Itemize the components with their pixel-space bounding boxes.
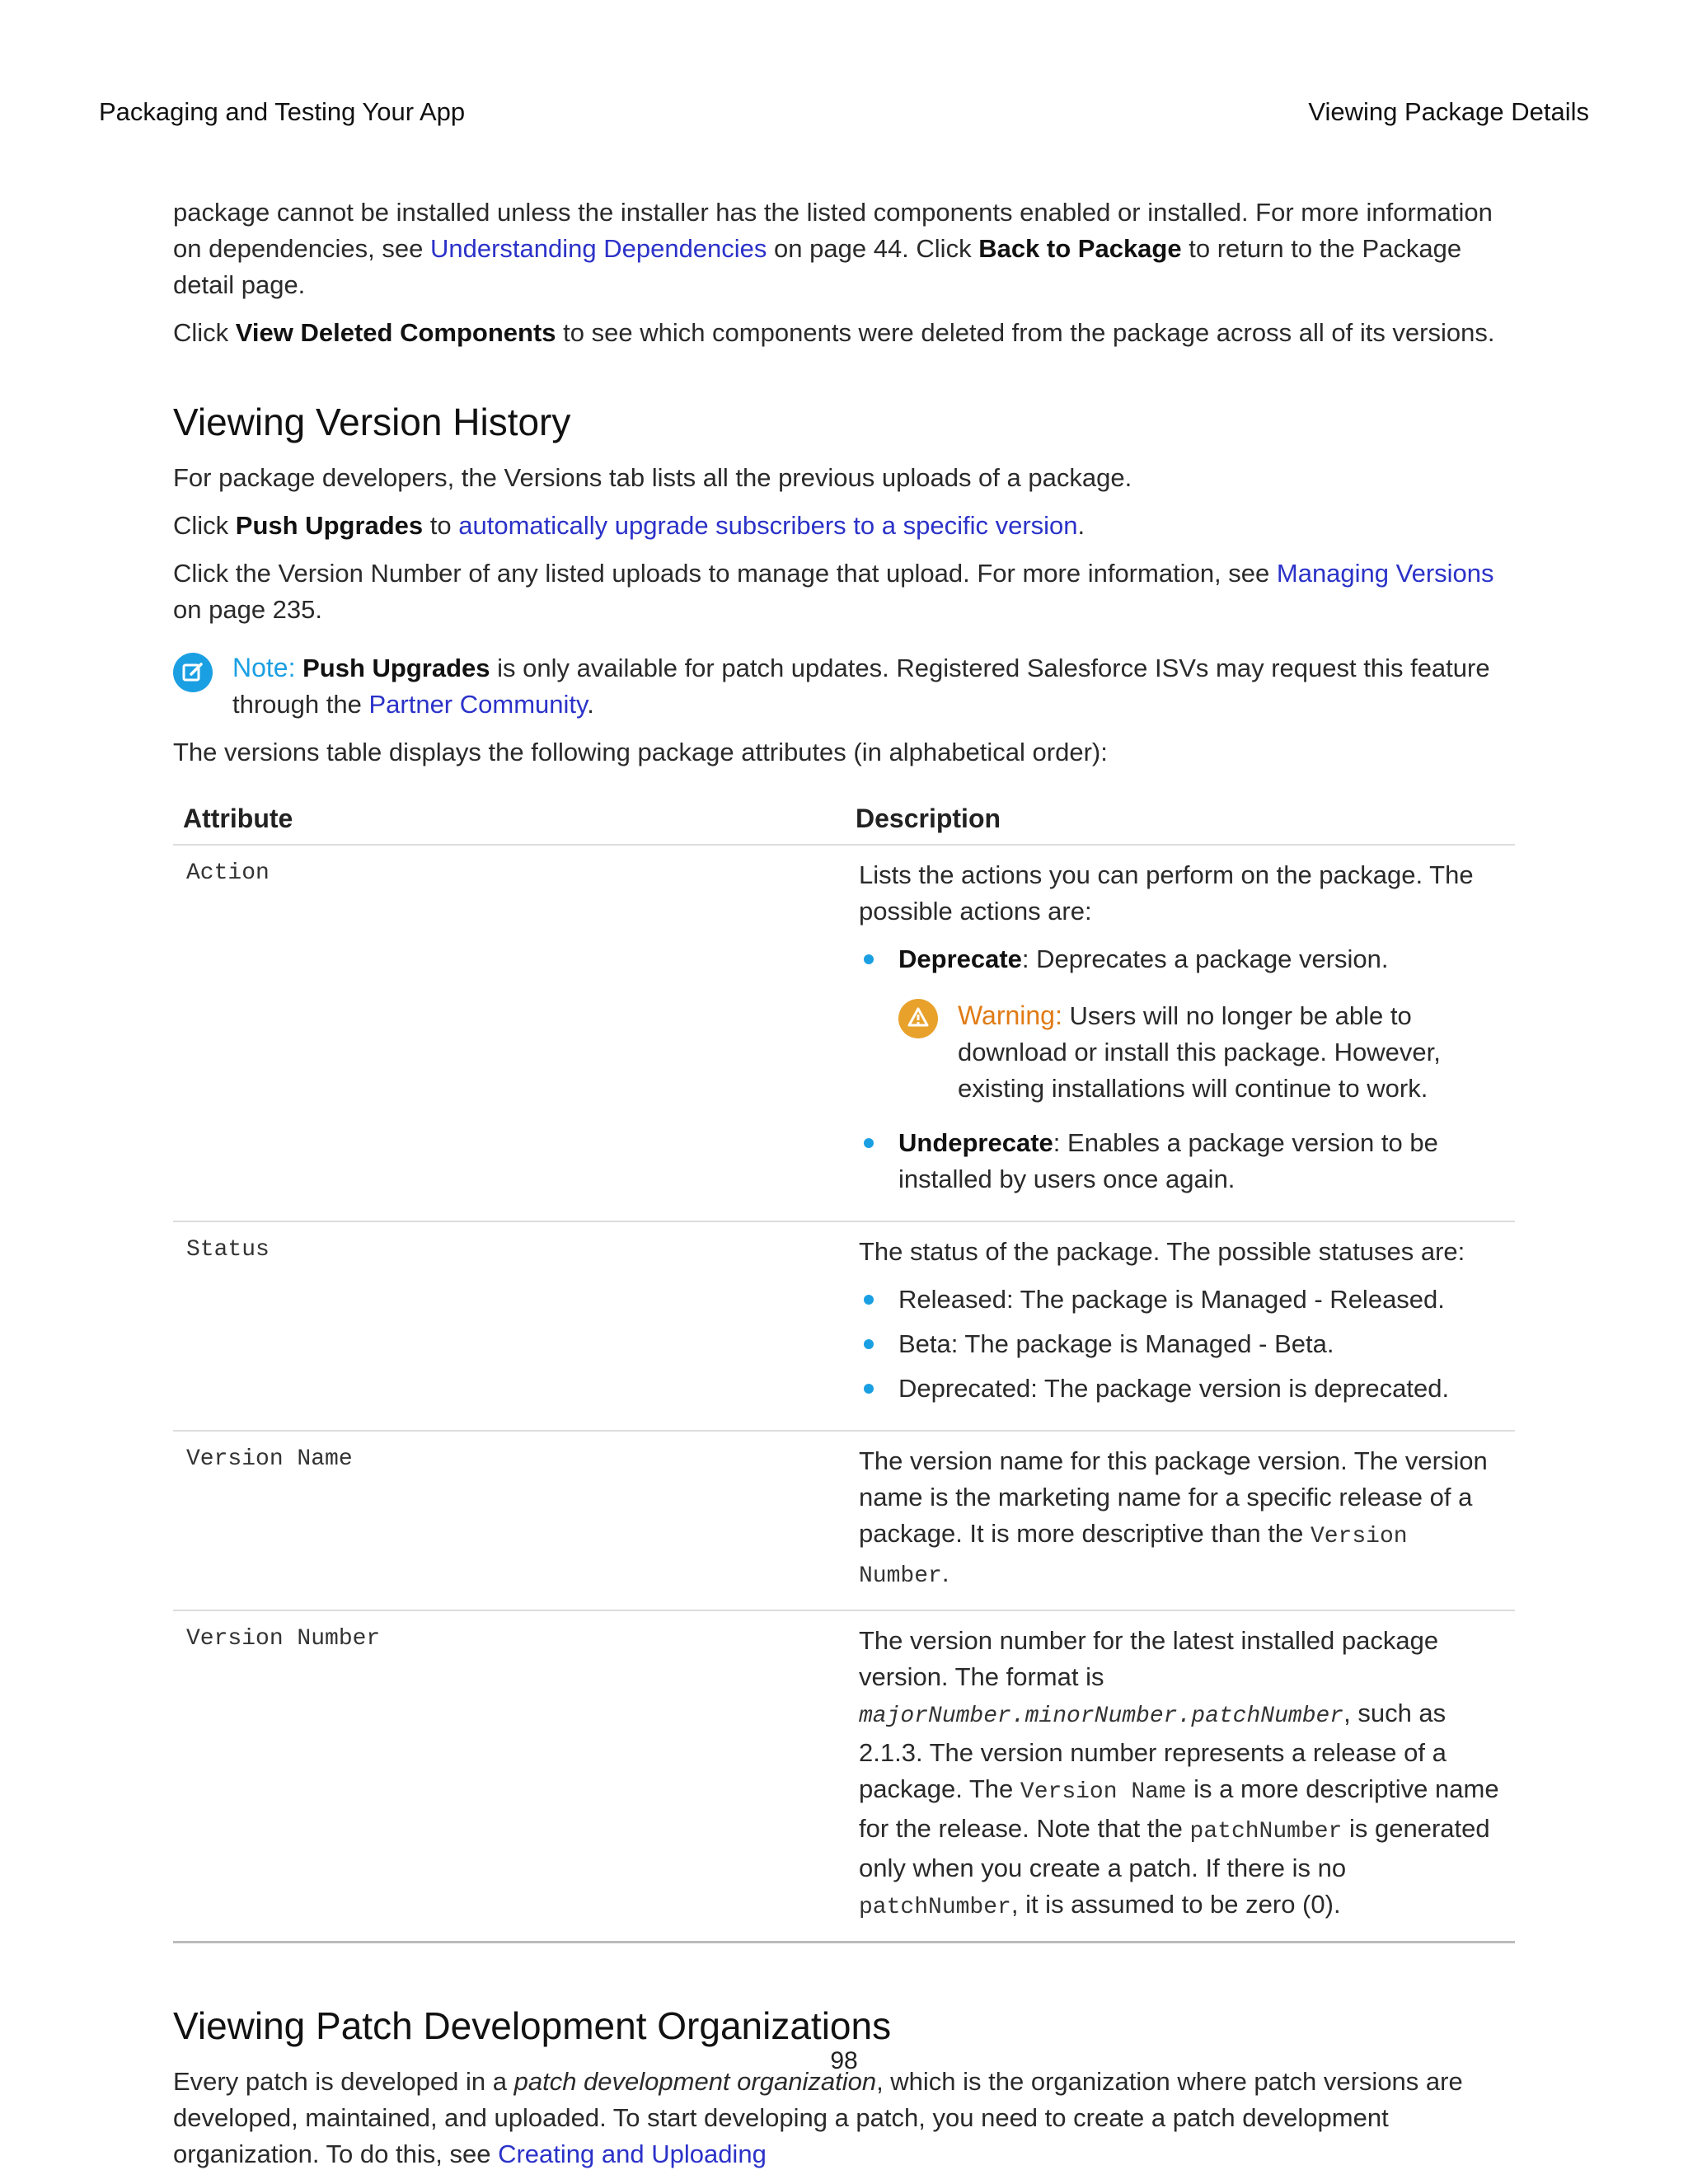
running-header bbox=[99, 97, 1589, 135]
italic-term: patch development organization bbox=[513, 2067, 877, 2096]
item-text: : Deprecates a package version. bbox=[1021, 944, 1389, 973]
text: to bbox=[423, 511, 459, 540]
page-number: 98 bbox=[830, 2047, 858, 2074]
warning-icon bbox=[898, 999, 938, 1038]
item-bold: Undeprecate bbox=[898, 1128, 1053, 1157]
versions-tab-paragraph: For package developers, the Versions tab lists all the previous uploads of a package. bbox=[173, 463, 1132, 492]
text: , which is the organization where patch versions are developed, maintained, and uploaded. To start developing a patch, you need to create a patch development organization. To do this, see bbox=[173, 2067, 1463, 2168]
column-header-attribute: Attribute bbox=[173, 797, 846, 845]
header-section-title: Viewing Package Details bbox=[1308, 97, 1589, 126]
attribute-action: Action bbox=[173, 845, 846, 1221]
list-item bbox=[859, 941, 1505, 977]
creating-and-uploading-link[interactable]: Creating and Uploading bbox=[498, 2139, 767, 2168]
managing-versions-link[interactable]: Managing Versions bbox=[1276, 559, 1494, 588]
note-edit-icon bbox=[173, 653, 213, 692]
intro-paragraph-deleted-components bbox=[173, 315, 1515, 351]
text: package cannot be installed unless the installer has the listed components enabled or installed. For more information on dependencies, see bbox=[173, 198, 1493, 263]
intro-paragraph-dependencies bbox=[173, 194, 1515, 303]
note-label: Note: bbox=[232, 653, 296, 682]
text: The version name for this package version. The version name is the marketing name for a specific release of a package. It is more descriptive than the bbox=[859, 1446, 1488, 1548]
description-text: The status of the package. The possible statuses are: bbox=[859, 1237, 1465, 1266]
list-item bbox=[859, 1125, 1505, 1197]
header-chapter-title: Packaging and Testing Your App bbox=[99, 97, 466, 126]
description-version-number bbox=[846, 1610, 1515, 1943]
push-upgrades-note-bold: Push Upgrades bbox=[302, 654, 490, 682]
code: patchNumber bbox=[1189, 1819, 1343, 1844]
item-text: Beta: The package is Managed - Beta. bbox=[898, 1329, 1334, 1358]
push-upgrades-label: Push Upgrades bbox=[235, 511, 424, 540]
text: is generated only when you create a patch. If there is no bbox=[859, 1814, 1490, 1882]
list-item bbox=[859, 1326, 1505, 1362]
text: to return to the Package detail page. bbox=[173, 234, 1462, 299]
upgrade-subscribers-link[interactable]: automatically upgrade subscribers to a specific version bbox=[458, 511, 1078, 540]
text: on page 235. bbox=[173, 595, 323, 624]
back-to-package-label: Back to Package bbox=[978, 234, 1182, 263]
partner-community-link[interactable]: Partner Community bbox=[368, 690, 588, 719]
text: Click bbox=[173, 318, 236, 347]
bullet-icon bbox=[864, 954, 874, 964]
text: . bbox=[941, 1558, 950, 1587]
versions-attributes-table bbox=[173, 797, 1515, 1943]
note-callout bbox=[173, 649, 1515, 723]
text: Click the Version Number of any listed uploads to manage that upload. For more information, see bbox=[173, 559, 1277, 588]
item-bold: Deprecate bbox=[898, 944, 1022, 973]
code: Version Name bbox=[1020, 1779, 1187, 1805]
attribute-version-name: Version Name bbox=[173, 1431, 846, 1610]
text: . bbox=[1077, 511, 1085, 540]
version-number-paragraph bbox=[173, 555, 1515, 628]
bullet-icon bbox=[864, 1138, 874, 1148]
text: is only available for patch updates. Registered Salesforce ISVs may request this feature through the bbox=[232, 654, 1490, 719]
attribute-status: Status bbox=[173, 1221, 846, 1431]
text: , such as 2.1.3. The version number represents a release of a package. The bbox=[859, 1699, 1447, 1803]
push-upgrades-paragraph bbox=[173, 508, 1515, 544]
attribute-version-number: Version Number bbox=[173, 1610, 846, 1943]
column-header-description: Description bbox=[846, 797, 1515, 845]
section-heading-version-history: Viewing Version History bbox=[173, 401, 571, 443]
table-row bbox=[173, 1610, 1515, 1943]
description-text: Lists the actions you can perform on the package. The possible actions are: bbox=[859, 860, 1474, 926]
text: Click bbox=[173, 511, 236, 540]
list-item bbox=[859, 1282, 1505, 1318]
text: on page 44. Click bbox=[767, 234, 979, 263]
bullet-icon bbox=[864, 1384, 874, 1394]
versions-table-intro: The versions table displays the following package attributes (in alphabetical order): bbox=[173, 738, 1108, 766]
table-header-row bbox=[173, 797, 1515, 845]
text: is a more descriptive name for the release. Note that the bbox=[859, 1774, 1499, 1843]
code: Version Number bbox=[859, 1524, 1408, 1589]
view-deleted-components-label: View Deleted Components bbox=[235, 318, 556, 347]
code: majorNumber.minorNumber.patchNumber bbox=[859, 1704, 1344, 1729]
warning-callout bbox=[898, 997, 1505, 1107]
item-text: Released: The package is Managed - Released. bbox=[898, 1285, 1445, 1314]
table-row bbox=[173, 1431, 1515, 1610]
section-heading-patch-orgs: Viewing Patch Development Organizations bbox=[173, 2004, 892, 2047]
table-row bbox=[173, 1221, 1515, 1431]
text: The version number for the latest installed package version. The format is bbox=[859, 1626, 1439, 1691]
bullet-icon bbox=[864, 1295, 874, 1305]
item-text: Deprecated: The package version is deprecated. bbox=[898, 1374, 1450, 1403]
table-row bbox=[173, 845, 1515, 1221]
description-version-name bbox=[846, 1431, 1515, 1610]
description-status bbox=[846, 1221, 1515, 1431]
warning-label: Warning: bbox=[958, 1001, 1062, 1030]
bullet-icon bbox=[864, 1339, 874, 1349]
list-item bbox=[859, 1371, 1505, 1407]
text: to see which components were deleted from the package across all of its versions. bbox=[556, 318, 1495, 347]
item-text: : Enables a package version to be installed by users once again. bbox=[898, 1128, 1438, 1193]
text: , it is assumed to be zero (0). bbox=[1010, 1890, 1341, 1919]
code: patchNumber bbox=[859, 1895, 1011, 1920]
text: Every patch is developed in a bbox=[173, 2067, 514, 2096]
text: . bbox=[587, 690, 594, 719]
page-content bbox=[173, 194, 1515, 2172]
understanding-dependencies-link[interactable]: Understanding Dependencies bbox=[429, 234, 767, 263]
description-action bbox=[846, 845, 1515, 1221]
warning-text: Users will no longer be able to download or install this package. However, existing installations will continue to work. bbox=[958, 1001, 1441, 1103]
patch-orgs-paragraph bbox=[173, 2064, 1515, 2172]
